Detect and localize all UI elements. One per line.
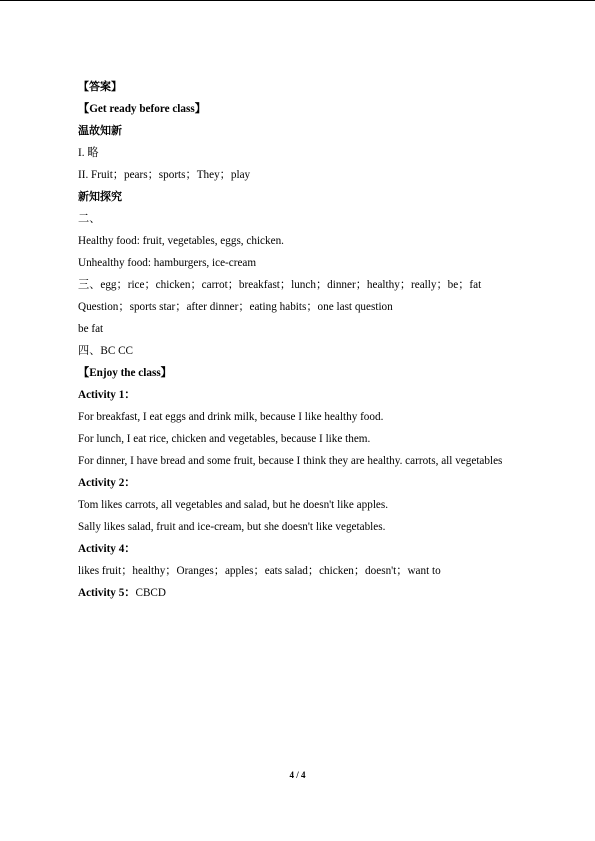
explore-part-two-label: 二、 — [78, 213, 101, 225]
section-get-ready-heading: 【Get ready before class】 — [78, 103, 206, 115]
activity-2-heading: Activity 2： — [78, 477, 136, 489]
activity-4-answers: likes fruit；healthy；Oranges；apples；eats salad；chicken；doesn't；want to — [78, 565, 441, 577]
activity-2-sally: Sally likes salad, fruit and ice-cream, but she doesn't like vegetables. — [78, 521, 386, 533]
review-answer-ii: II. Fruit；pears；sports；They；play — [78, 169, 251, 181]
activity-5-answers — [78, 582, 578, 604]
section-enjoy-class-heading: 【Enjoy the class】 — [78, 367, 172, 379]
activity-1-heading: Activity 1： — [78, 389, 136, 401]
unhealthy-food-line: Unhealthy food: hamburgers, ice-cream — [78, 257, 257, 269]
activity-5-label: Activity 5： — [78, 587, 136, 599]
explore-part-four-line: 四、BC CC — [78, 345, 134, 357]
answer-heading: 【答案】 — [78, 80, 122, 93]
healthy-food-line: Healthy food: fruit, vegetables, eggs, chicken. — [78, 235, 284, 247]
explore-heading: 新知探究 — [78, 190, 122, 203]
explore-part-three-line: 三、egg；rice；chicken；carrot；breakfast；lunch；dinner；healthy；really；be；fat — [78, 279, 482, 291]
question-words-line: Question；sports star；after dinner；eating habits；one last question — [78, 301, 393, 313]
activity-1-lunch: For lunch, I eat rice, chicken and vegetables, because I like them. — [78, 433, 371, 445]
activity-1-dinner: For dinner, I have bread and some fruit, because I think they are healthy. carrots, all vegetables — [78, 455, 503, 467]
activity-5-value: CBCD — [135, 587, 166, 599]
top-border-line — [0, 0, 595, 1]
activity-2-tom: Tom likes carrots, all vegetables and salad, but he doesn't like apples. — [78, 499, 389, 511]
be-fat-line: be fat — [78, 323, 104, 335]
activity-1-breakfast: For breakfast, I eat eggs and drink milk, because I like healthy food. — [78, 411, 384, 423]
review-answer-i: I. 略 — [78, 147, 99, 159]
document-body — [78, 76, 578, 604]
review-heading: 温故知新 — [78, 124, 122, 137]
activity-4-heading: Activity 4： — [78, 543, 136, 555]
page-number: 4 / 4 — [289, 770, 306, 780]
